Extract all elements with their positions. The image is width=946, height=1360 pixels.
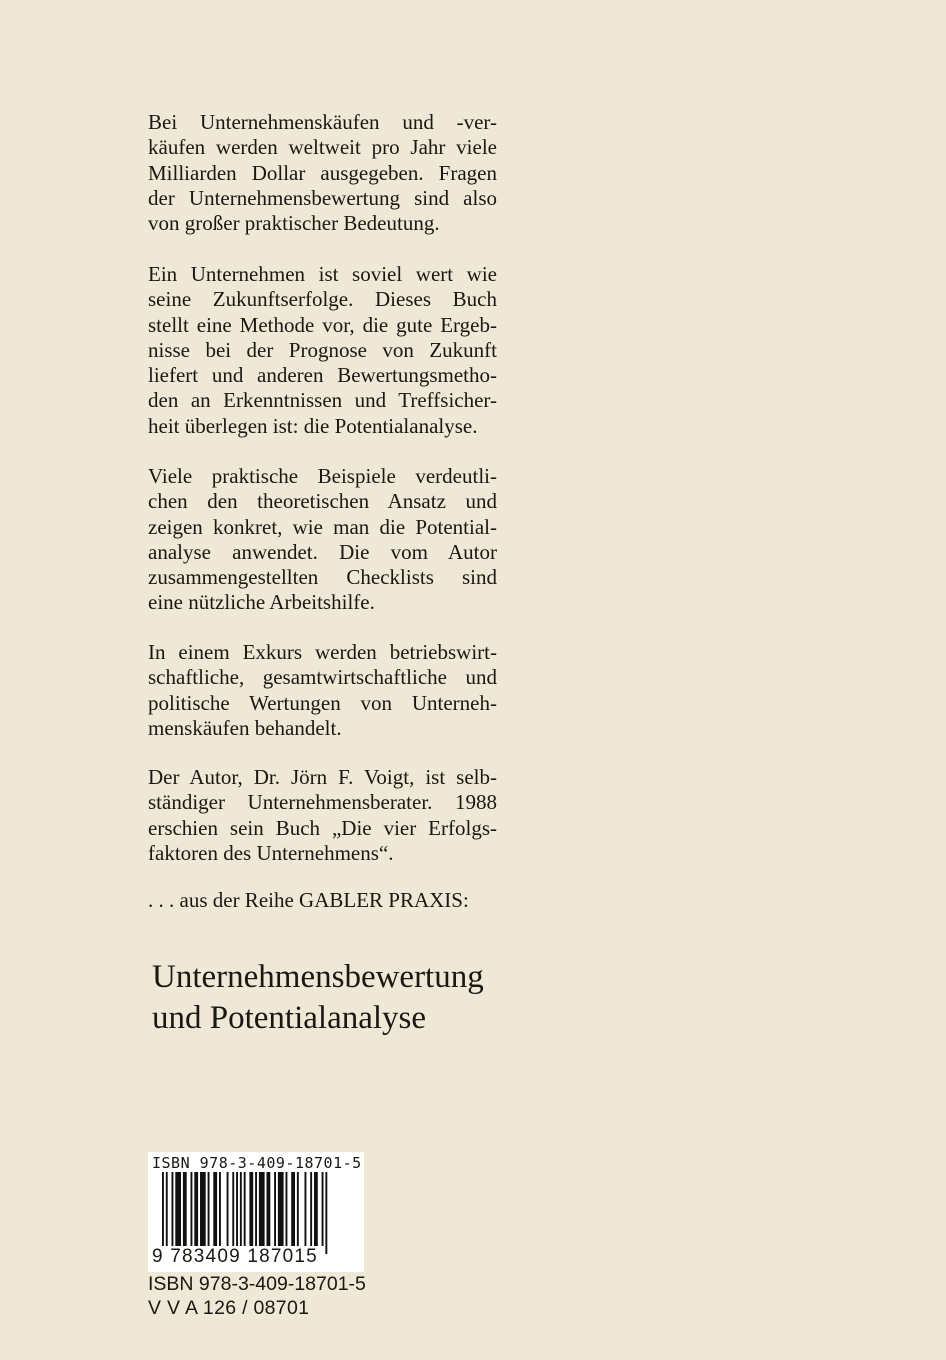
barcode-bar: [267, 1172, 271, 1246]
barcode-isbn-label: ISBN 978-3-409-18701-5: [152, 1154, 362, 1172]
barcode-bar: [208, 1172, 210, 1246]
blurb-line: erschien sein Buch „Die vier Erfolgs-: [148, 815, 497, 840]
blurb-line: ständiger Unternehmensberater. 1988: [148, 790, 497, 815]
barcode-bar: [286, 1172, 288, 1246]
barcode-bar: [255, 1172, 257, 1246]
barcode-bar: [291, 1172, 295, 1246]
barcode-bar: [322, 1172, 324, 1246]
barcode-bar: [259, 1172, 265, 1246]
book-title-line-2: und Potentialanalyse: [152, 1000, 427, 1036]
barcode-bar: [194, 1172, 198, 1246]
blurb-line: analyse anwendet. Die vom Autor: [148, 539, 497, 564]
blurb-line: schaftliche, gesamtwirtschaftliche und: [148, 665, 497, 690]
barcode-bar: [297, 1172, 299, 1246]
blurb-line: heit überlegen ist: die Potentialanalyse.: [148, 413, 478, 438]
book-title: [152, 957, 484, 1039]
barcode-ean-digits: 9 783409 187015: [152, 1246, 318, 1267]
barcode-bar: [240, 1172, 242, 1254]
blurb-line: Milliarden Dollar ausgegeben. Fragen: [148, 160, 497, 185]
blurb-line: nisse bei der Prognose von Zukunft: [148, 337, 497, 362]
isbn-number: ISBN 978-3-409-18701-5: [148, 1273, 366, 1295]
blurb-line: Bei Unternehmenskäufen und -ver-: [148, 110, 497, 134]
blurb-line: chen den theoretischen Ansatz und: [148, 489, 497, 514]
barcode-bar: [219, 1172, 221, 1246]
barcode-bar: [172, 1172, 174, 1246]
blurb-paragraph-1: [148, 110, 497, 236]
barcode-bar: [183, 1172, 187, 1246]
blurb-line: liefert und anderen Bewertungsmetho-: [148, 363, 497, 388]
barcode-bar: [310, 1172, 312, 1246]
blurb-line: menskäufen behandelt.: [148, 715, 342, 740]
series-line: . . . aus der Reihe GABLER PRAXIS:: [148, 888, 469, 912]
blurb-line: seine Zukunftserfolge. Dieses Buch: [148, 287, 497, 312]
blurb-line: zusammengestellten Checklists sind: [148, 565, 497, 590]
blurb-line: Ein Unternehmen ist soviel wert wie: [148, 262, 497, 286]
barcode-bar: [213, 1172, 217, 1246]
blurb-line: zeigen konkret, wie man die Potential-: [148, 514, 497, 539]
barcode-bar: [249, 1172, 253, 1246]
blurb-line: der Unternehmensbewertung sind also: [148, 185, 497, 210]
barcode-bar: [191, 1172, 193, 1246]
blurb-line: In einem Exkurs werden betriebswirt-: [148, 640, 497, 664]
blurb-line: stellt eine Methode vor, die gute Ergeb-: [148, 312, 497, 337]
blurb-paragraph-4: [148, 640, 497, 741]
barcode-bar: [325, 1172, 327, 1254]
blurb-line: Der Autor, Dr. Jörn F. Voigt, ist selb-: [148, 765, 497, 789]
barcode-bar: [244, 1172, 246, 1254]
blurb-line: den an Erkenntnissen und Treffsicher-: [148, 388, 497, 413]
blurb-line: eine nützliche Arbeitshilfe.: [148, 590, 375, 615]
blurb-line: von großer praktischer Bedeutung.: [148, 211, 440, 236]
barcode-bar: [314, 1172, 318, 1246]
barcode-bars: [148, 1172, 364, 1254]
blurb-line: Viele praktische Beispiele verdeutli-: [148, 464, 497, 488]
author-paragraph: [148, 765, 497, 866]
barcode-bar: [305, 1172, 307, 1246]
book-title-line-1: Unternehmensbewertung: [152, 959, 484, 995]
barcode-bar: [232, 1172, 234, 1246]
barcode-bar: [166, 1172, 168, 1254]
barcode-bar: [236, 1172, 238, 1246]
blurb-line: käufen werden weltweit pro Jahr viele: [148, 135, 497, 160]
order-number: V V A 126 / 08701: [148, 1297, 310, 1319]
barcode-bar: [162, 1172, 164, 1254]
barcode-bar: [274, 1172, 276, 1246]
blurb-paragraph-3: [148, 464, 497, 616]
barcode-bar: [200, 1172, 206, 1246]
barcode-bar: [175, 1172, 181, 1246]
blurb-paragraph-2: [148, 262, 497, 439]
blurb-line: politische Wertungen von Unterneh-: [148, 690, 497, 715]
blurb-line: faktoren des Unternehmens“.: [148, 840, 394, 865]
barcode-bar: [278, 1172, 284, 1246]
blurb-column: [148, 110, 497, 912]
barcode-bar: [227, 1172, 229, 1246]
barcode: [148, 1152, 364, 1272]
